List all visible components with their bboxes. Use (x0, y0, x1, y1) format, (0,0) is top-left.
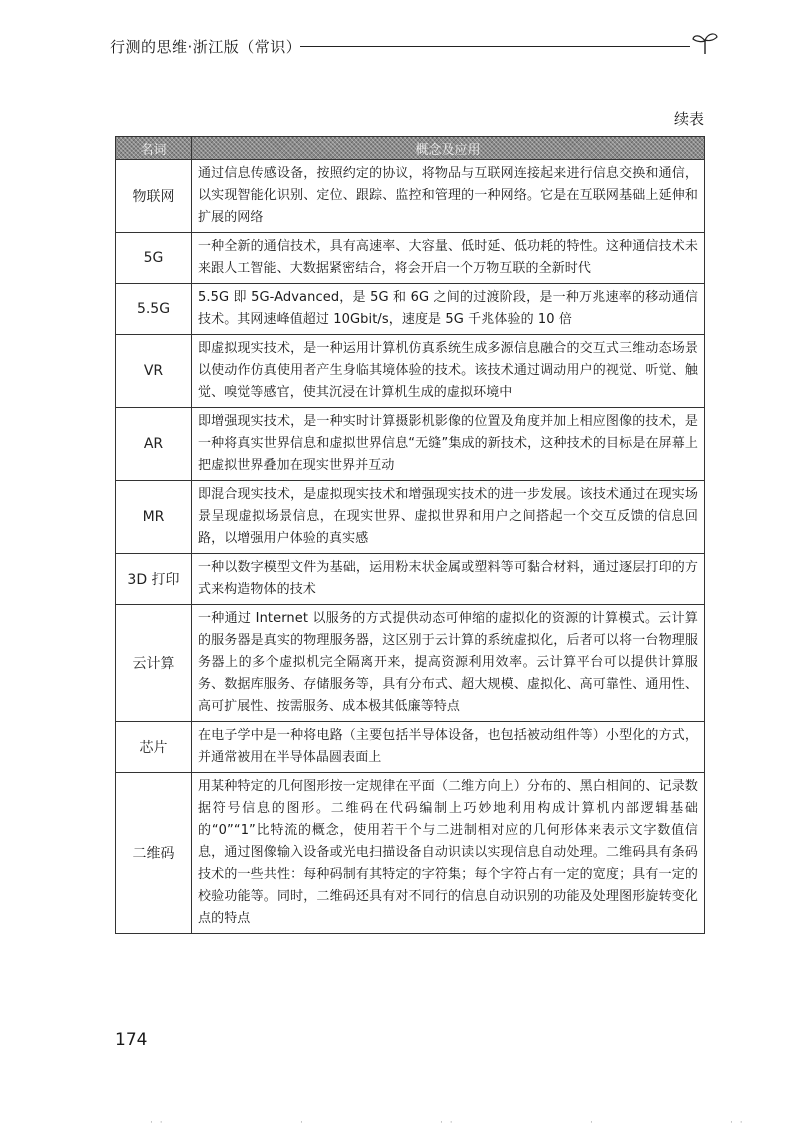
term-name: 5.5G (116, 284, 192, 335)
scan-artifact: · (590, 1118, 595, 1128)
table-row (116, 233, 705, 284)
scan-artifact: · · (150, 1118, 165, 1128)
term-description: 在电子学中是一种将电路（主要包括半导体设备，也包括被动组件等）小型化的方式，并通常被用在半导体晶圆表面上 (192, 722, 705, 773)
term-description: 即混合现实技术，是虚拟现实技术和增强现实技术的进一步发展。该技术通过在现实场景呈现虚拟场景信息，在现实世界、虚拟世界和用户之间搭起一个交互反馈的信息回路，以增强用户体验的真实感 (192, 481, 705, 554)
term-description: 用某种特定的几何图形按一定规律在平面（二维方向上）分布的、黑白相间的、记录数据符号信息的图形。二维码在代码编制上巧妙地利用构成计算机内部逻辑基础的“0”“1”比特流的概念，使用若干个与二进制相对应的几何形体来表示文字数值信息，通过图像输入设备或光电扫描设备自动识读以实现信息自动处理。二维码具有条码技术的一些共性：每种码制有其特定的字符集；每个字符占有一定的宽度；具有一定的校验功能等。同时，二维码还具有对不同行的信息自动识别的功能及处理图形旋转变化点的特点 (192, 773, 705, 934)
header-term: 名词 (116, 137, 192, 160)
term-name: AR (116, 408, 192, 481)
table-row (116, 481, 705, 554)
header-rule (300, 46, 690, 47)
term-description: 通过信息传感设备，按照约定的协议，将物品与互联网连接起来进行信息交换和通信，以实现智能化识别、定位、跟踪、监控和管理的一种网络。它是在互联网基础上延伸和扩展的网络 (192, 160, 705, 233)
table-row (116, 335, 705, 408)
table-row (116, 554, 705, 605)
term-name: 二维码 (116, 773, 192, 934)
term-description: 即增强现实技术，是一种实时计算摄影机影像的位置及角度并加上相应图像的技术，是一种将真实世界信息和虚拟世界信息“无缝”集成的新技术，这种技术的目标是在屏幕上把虚拟世界叠加在现实世界并互动 (192, 408, 705, 481)
term-name: 5G (116, 233, 192, 284)
term-name: 物联网 (116, 160, 192, 233)
term-name: MR (116, 481, 192, 554)
term-description: 一种以数字模型文件为基础，运用粉末状金属或塑料等可黏合材料，通过逐层打印的方式来构造物体的技术 (192, 554, 705, 605)
table-header-row (116, 137, 705, 160)
term-description: 一种全新的通信技术，具有高速率、大容量、低时延、低功耗的特性。这种通信技术未来跟人工智能、大数据紧密结合，将会开启一个万物互联的全新时代 (192, 233, 705, 284)
scan-artifact: · · (730, 1118, 745, 1128)
term-name: 芯片 (116, 722, 192, 773)
term-name: VR (116, 335, 192, 408)
page-header (110, 30, 720, 60)
table-row (116, 722, 705, 773)
table-row (116, 605, 705, 722)
continued-label: 续表 (673, 110, 704, 128)
scan-artifact: · · (440, 1118, 455, 1128)
term-description: 一种通过 Internet 以服务的方式提供动态可伸缩的虚拟化的资源的计算模式。云计算的服务器是真实的物理服务器，这区别于云计算的系统虚拟化，后者可以将一台物理服务器上的多个虚拟机完全隔离开来，提高资源利用效率。云计算平台可以提供计算服务、数据库服务、存储服务等，具有分布式、超大规模、虚拟化、高可靠性、通用性、高可扩展性、按需服务、成本极其低廉等特点 (192, 605, 705, 722)
table-row (116, 284, 705, 335)
term-description: 5.5G 即 5G-Advanced，是 5G 和 6G 之间的过渡阶段，是一种万兆速率的移动通信技术。其网速峰值超过 10Gbit/s，速度是 5G 千兆体验的 10 倍 (192, 284, 705, 335)
term-name: 云计算 (116, 605, 192, 722)
table-row (116, 160, 705, 233)
scan-artifact: · (300, 1118, 305, 1128)
term-name: 3D 打印 (116, 554, 192, 605)
terms-table (115, 136, 705, 934)
page-number: 174 (115, 1030, 148, 1050)
term-description: 即虚拟现实技术，是一种运用计算机仿真系统生成多源信息融合的交互式三维动态场景以使动作仿真使用者产生身临其境体验的技术。该技术通过调动用户的视觉、听觉、触觉、嗅觉等感官，使其沉浸在计算机生成的虚拟环境中 (192, 335, 705, 408)
header-title: 行测的思维·浙江版（常识） (110, 38, 302, 56)
header-concept: 概念及应用 (192, 137, 705, 160)
table-row (116, 408, 705, 481)
sprout-icon (690, 30, 720, 56)
table-row (116, 773, 705, 934)
